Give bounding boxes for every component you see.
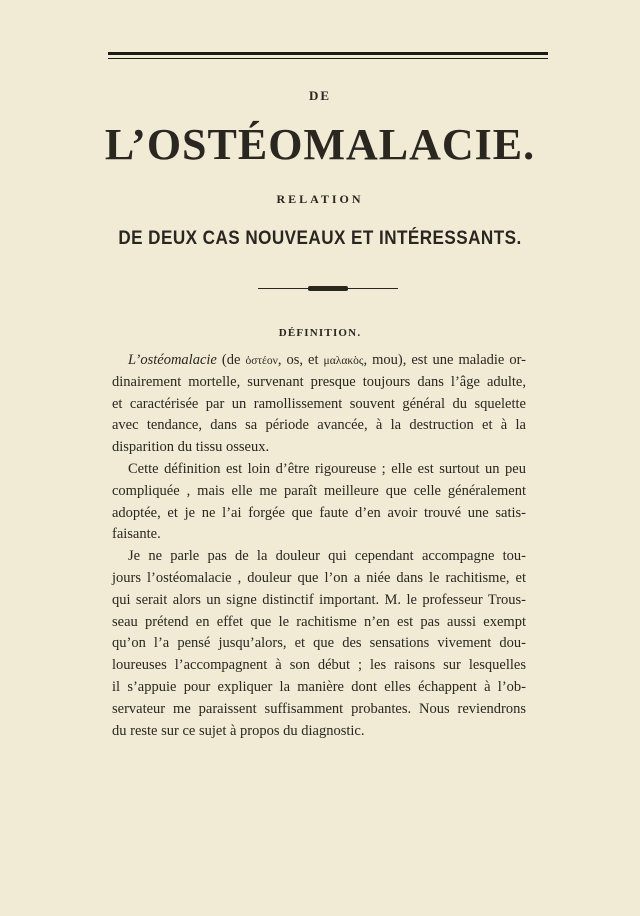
- main-title: L’OSTÉOMALACIE.: [104, 120, 536, 169]
- section-heading: DÉFINITION.: [278, 327, 362, 339]
- body-text: [112, 350, 526, 742]
- relation-label: RELATION: [276, 192, 364, 206]
- text-line: loureuses l’accompagnent à son début ; les raisons sur lesquelles: [112, 657, 526, 674]
- text-line: disparition du tissu osseux.: [112, 439, 270, 456]
- subtitle: DE DEUX CAS NOUVEAUX ET INTÉRESSANTS.: [118, 228, 522, 249]
- text-line: L’ostéomalacie (de ὀστέον, os, et μαλακὸς, mou), est une maladie or-: [128, 352, 527, 368]
- paragraph-2: [112, 459, 526, 546]
- text-line: qu’on l’a pensé jusqu’alors, et que des sensations vivement dou-: [112, 635, 526, 652]
- text-line: faisante.: [112, 526, 161, 543]
- text-line: dinairement mortelle, survenant presque toujours dans l’âge adulte,: [112, 373, 526, 390]
- text-line: Je ne parle pas de la douleur qui cependant accompagne tou-: [128, 548, 526, 565]
- text-line: compliquée , mais elle me paraît meilleure que celle généralement: [112, 482, 526, 499]
- text-line: jours l’ostéomalacie , douleur que l’on a niée dans le rachitisme, et: [112, 569, 526, 586]
- top-rule-thick: [108, 52, 548, 55]
- text-line: seau prétend en effet que le rachitisme n’en est pas aussi exempt: [112, 613, 526, 630]
- text-line: et caractérisée par un ramollissement souvent général du squelette: [112, 395, 526, 412]
- text-line: du reste sur ce sujet à propos du diagnostic.: [112, 722, 365, 739]
- text-line: avec tendance, dans sa période avancée, à la destruction et à la: [112, 417, 526, 434]
- top-rule-thin: [108, 58, 548, 59]
- text-line: servateur me paraissent suffisamment probantes. Nous reviendrons: [112, 700, 526, 717]
- paragraph-3: [112, 546, 526, 742]
- text-line: adoptée, et je ne l’ai forgée que faute d’en avoir trouvé une satis-: [112, 504, 526, 521]
- paragraph-1: [112, 350, 526, 459]
- text-line: qui serait alors un signe distinctif important. M. le professeur Trous-: [112, 591, 526, 608]
- title-prefix: DE: [308, 88, 332, 103]
- text-line: Cette définition est loin d’être rigoureuse ; elle est surtout un peu: [128, 460, 526, 477]
- text-line: il s’appuie pour expliquer la manière dont elles échappent à l’ob-: [112, 678, 526, 695]
- ornamental-divider: [258, 286, 398, 292]
